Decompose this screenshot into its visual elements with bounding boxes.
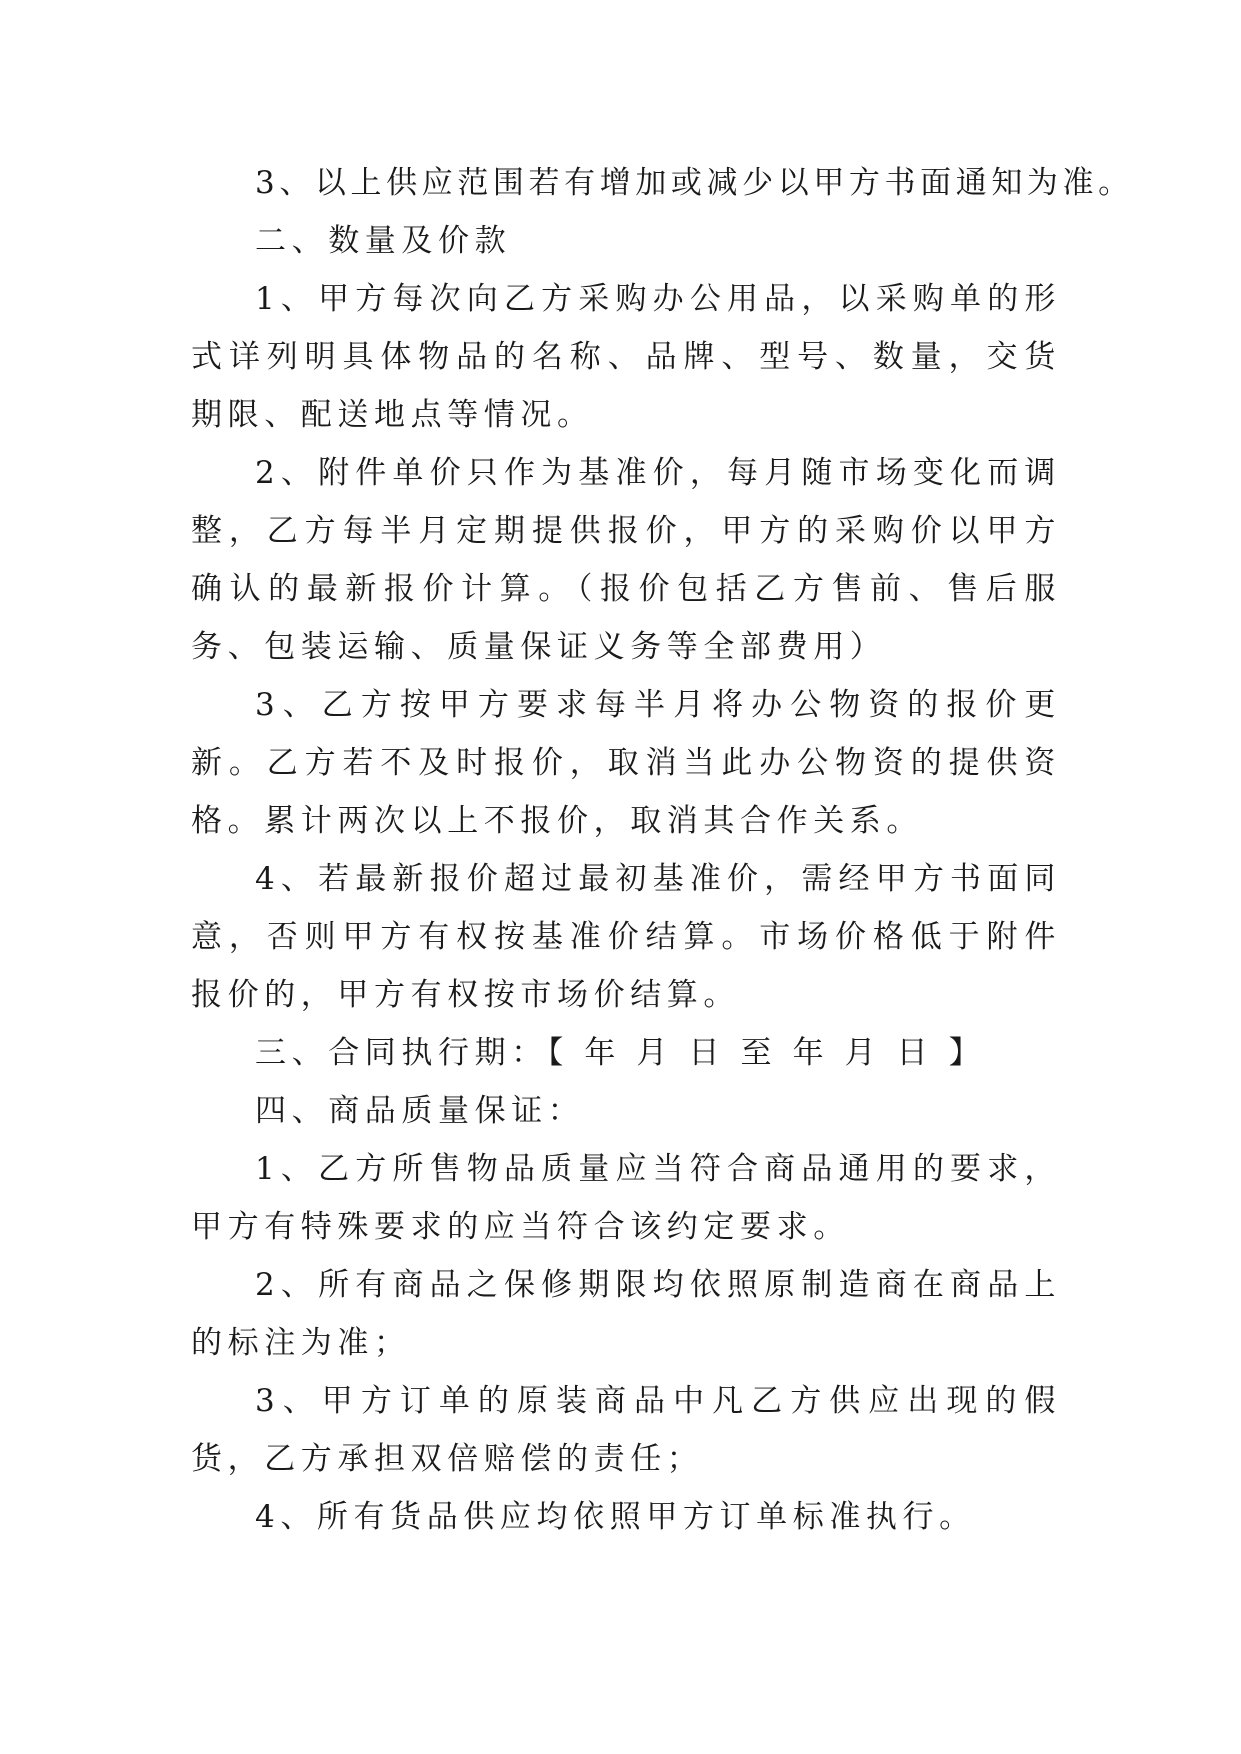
section-heading-quantity-price: 二、数量及价款 [255,223,512,259]
paragraph-quality-requirement: 1、乙方所售物品质量应当符合商品通用的要求，甲方有特殊要求的应当符合该约定要求。 [191,1151,1061,1245]
section-heading-quality-guarantee: 四、商品质量保证： [255,1093,585,1129]
paragraph-purchase-order: 1、甲方每次向乙方采购办公用品，以采购单的形式详列明具体物品的名称、品牌、型号、数量，交货期限、配送地点等情况。 [191,281,1061,433]
paragraph-order-standard: 4、所有货品供应均依照甲方订单标准执行。 [255,1499,976,1535]
paragraph-counterfeit-compensation: 3、甲方订单的原装商品中凡乙方供应出现的假货，乙方承担双倍赔偿的责任； [191,1383,1061,1477]
paragraph-price-update: 3、乙方按甲方要求每半月将办公物资的报价更新。乙方若不及时报价，取消当此办公物资的提供资格。累计两次以上不报价，取消其合作关系。 [191,687,1061,839]
section-heading-contract-period: 三、合同执行期：【 年 月 日 至 年 月 日 】 [255,1035,986,1071]
paragraph-supply-scope-change: 3、以上供应范围若有增加或减少以甲方书面通知为准。 [255,165,1134,201]
paragraph-base-price: 2、附件单价只作为基准价，每月随市场变化而调整，乙方每半月定期提供报价，甲方的采购价以甲方确认的最新报价计算。（报价包括乙方售前、售后服务、包装运输、质量保证义务等全部费用） [191,455,1061,665]
paragraph-warranty: 2、所有商品之保修期限均依照原制造商在商品上的标注为准； [191,1267,1061,1361]
paragraph-price-settlement: 4、若最新报价超过最初基准价，需经甲方书面同意，否则甲方有权按基准价结算。市场价格低于附件报价的，甲方有权按市场价结算。 [191,861,1061,1013]
document-body [191,154,1134,1546]
